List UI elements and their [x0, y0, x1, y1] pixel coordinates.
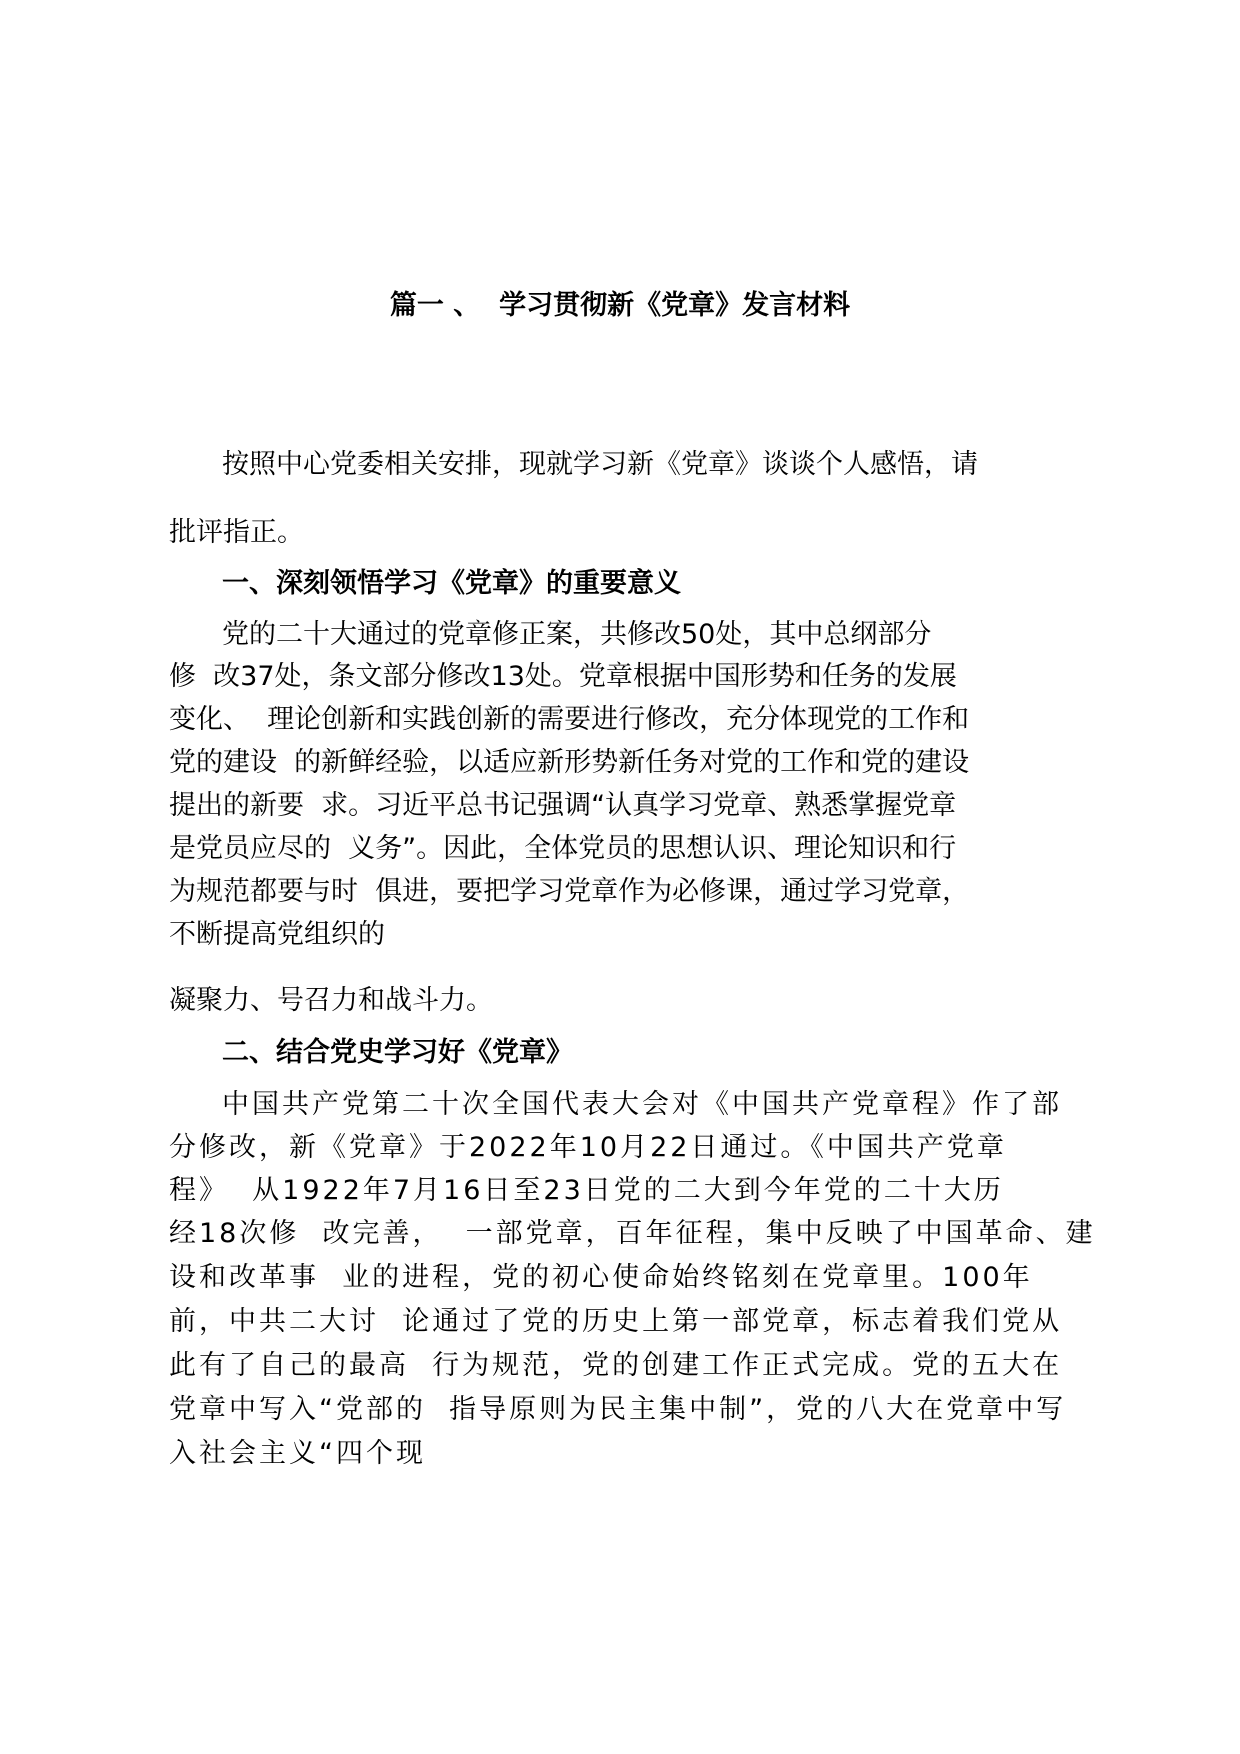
section-1-line: 党的建设 的新鲜经验，以适应新形势新任务对党的工作和党的建设 — [169, 747, 970, 778]
section-1-line: 提出的新要 求。习近平总书记强调“认真学习党章、熟悉掌握党章 — [169, 790, 957, 821]
document-title: 篇一 、 学习贯彻新《党章》发言材料 — [389, 290, 851, 321]
section-2-line: 党章中写入“党部的 指导原则为民主集中制”，党的八大在党章中写 — [169, 1394, 1067, 1425]
section-1-line: 修 改37处，条文部分修改13处。党章根据中国形势和任务的发展 — [169, 661, 957, 692]
section-2-line: 分修改，新《党章》于2022年10月22日通过。《中国共产党章 — [169, 1132, 1007, 1163]
section-2-line: 入社会主义“四个现 — [169, 1438, 426, 1469]
section-1-line: 不断提高党组织的 — [169, 919, 385, 950]
section-2-line: 设和改革事 业的进程，党的初心使命始终铭刻在党章里。100年 — [169, 1262, 1033, 1293]
section-1-line: 变化、 理论创新和实践创新的需要进行修改，充分体现党的工作和 — [169, 704, 970, 735]
section-1-line: 凝聚力、号召力和战斗力。 — [169, 985, 493, 1016]
section-heading-2: 二、结合党史学习好《党章》 — [222, 1037, 573, 1068]
section-2-line: 经18次修 改完善， 一部党章，百年征程，集中反映了中国革命、建 — [169, 1218, 1096, 1249]
section-heading-1: 一、深刻领悟学习《党章》的重要意义 — [222, 568, 681, 599]
section-1-line: 党的二十大通过的党章修正案，共修改50处，其中总纲部分 — [222, 619, 932, 650]
section-2-line: 中国共产党第二十次全国代表大会对《中国共产党章程》作了部 — [222, 1089, 1062, 1120]
section-2-line: 程》 从1922年7月16日至23日党的二大到今年党的二十大历 — [169, 1175, 1004, 1206]
section-2-line: 前，中共二大讨 论通过了党的历史上第一部党章，标志着我们党从 — [169, 1306, 1063, 1337]
section-1-line: 为规范都要与时 俱进，要把学习党章作为必修课，通过学习党章， — [169, 876, 970, 907]
section-1-line: 是党员应尽的 义务”。因此，全体党员的思想认识、理论知识和行 — [169, 833, 957, 864]
intro-line: 按照中心党委相关安排，现就学习新《党章》谈谈个人感悟，请 — [222, 449, 978, 480]
section-2-line: 此有了自己的最高 行为规范，党的创建工作正式完成。党的五大在 — [169, 1350, 1063, 1381]
intro-line: 批评指正。 — [169, 517, 304, 548]
